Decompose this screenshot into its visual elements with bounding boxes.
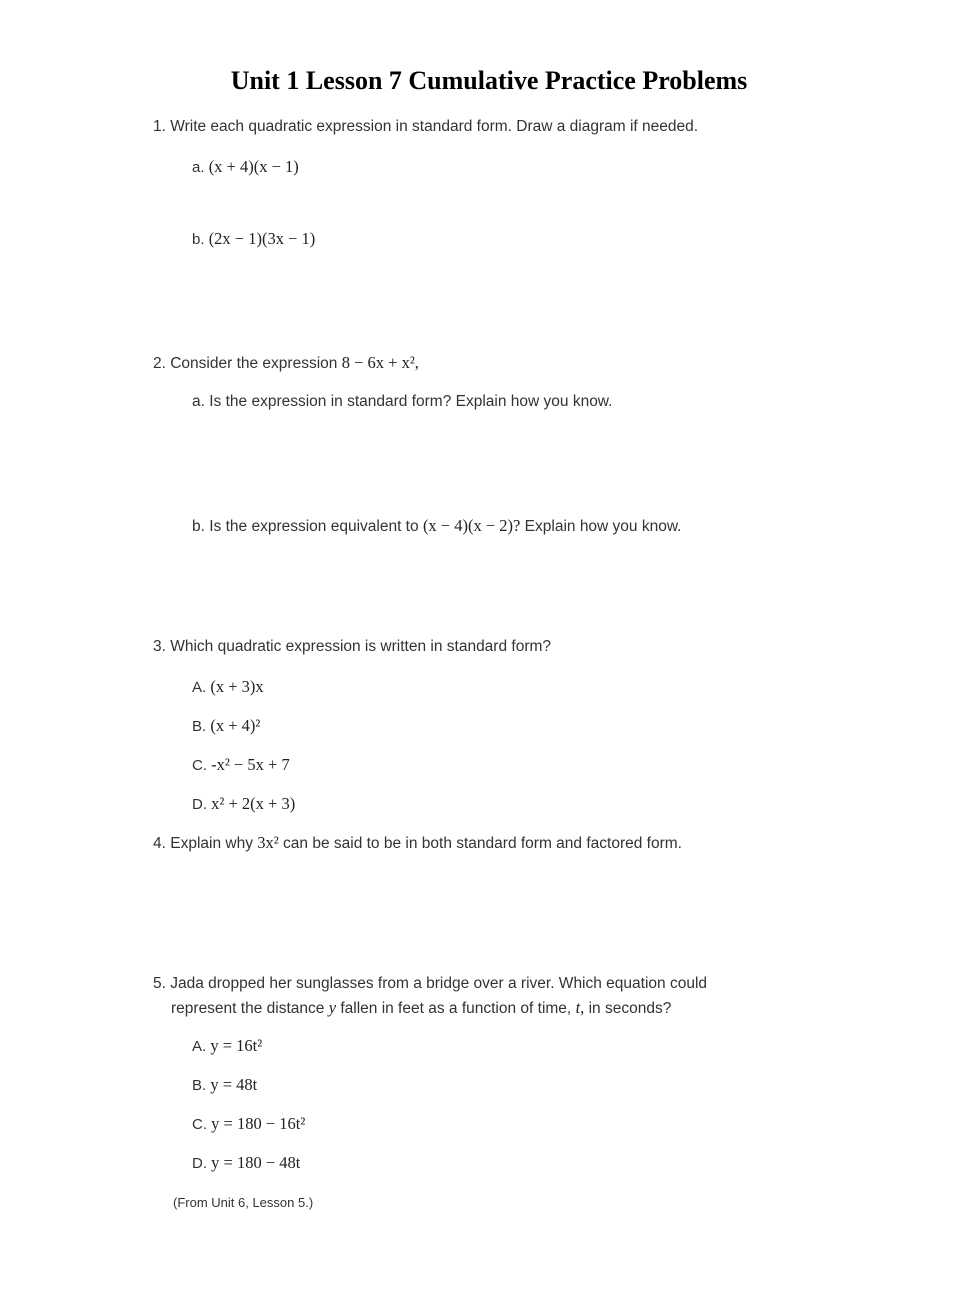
question-3-prompt: 3. Which quadratic expression is written in standard form?: [153, 638, 552, 655]
question-1a-label: a.: [192, 159, 205, 176]
option-expression: x² + 2(x + 3): [211, 794, 296, 813]
question-5-option-b: [192, 1075, 257, 1095]
question-5-text-b: fallen in feet as a function of time,: [340, 1000, 572, 1017]
option-expression: y = 180 − 16t²: [211, 1114, 306, 1133]
question-4-prompt: [153, 833, 682, 853]
option-label: C.: [192, 757, 207, 774]
question-1-prompt: 1. Write each quadratic expression in standard form. Draw a diagram if needed.: [153, 118, 699, 135]
question-5-text-a: represent the distance: [171, 1000, 325, 1017]
option-label: C.: [192, 1116, 207, 1133]
option-label: B.: [192, 718, 207, 735]
option-label: B.: [192, 1077, 207, 1094]
option-label: A.: [192, 679, 207, 696]
question-5-prompt-line-1: 5. Jada dropped her sunglasses from a bridge over a river. Which equation could: [153, 975, 708, 992]
question-2b-prefix: b. Is the expression equivalent to: [192, 518, 419, 535]
question-1b-label: b.: [192, 231, 205, 248]
question-1a: [192, 157, 299, 177]
question-4-prefix: 4. Explain why: [153, 835, 253, 852]
question-4-expression: 3x²: [257, 833, 279, 852]
question-5-var-y: y: [328, 998, 337, 1017]
question-5-text-c: in seconds?: [588, 1000, 672, 1017]
page-title: Unit 1 Lesson 7 Cumulative Practice Problems: [230, 66, 748, 95]
question-1a-expression: (x + 4)(x − 1): [208, 157, 299, 176]
question-5-var-t: t,: [575, 998, 585, 1017]
question-5-prompt-line-2: [171, 998, 671, 1018]
question-2b: [192, 516, 682, 536]
question-5-option-d: [192, 1153, 300, 1173]
option-expression: (x + 4)²: [210, 716, 261, 735]
question-3-option-d: [192, 794, 295, 814]
option-expression: y = 48t: [210, 1075, 258, 1094]
question-5-option-c: [192, 1114, 305, 1134]
option-expression: -x² − 5x + 7: [211, 755, 290, 774]
option-expression: y = 16t²: [210, 1036, 263, 1055]
question-2-prefix: 2. Consider the expression: [153, 355, 338, 372]
option-expression: y = 180 − 48t: [211, 1153, 301, 1172]
question-2a: a. Is the expression in standard form? Explain how you know.: [192, 393, 613, 410]
question-5-option-a: [192, 1036, 262, 1056]
question-2b-expression: (x − 4)(x − 2)?: [422, 516, 521, 535]
question-3-option-a: [192, 677, 264, 697]
question-1b-expression: (2x − 1)(3x − 1): [208, 229, 316, 248]
question-4-suffix: can be said to be in both standard form and factored form.: [283, 835, 682, 852]
question-2-prompt: [153, 353, 419, 373]
question-2b-suffix: Explain how you know.: [524, 518, 682, 535]
question-1b: [192, 229, 315, 249]
option-label: A.: [192, 1038, 207, 1055]
question-3-option-b: [192, 716, 260, 736]
source-note: (From Unit 6, Lesson 5.): [173, 1195, 314, 1210]
option-expression: (x + 3)x: [210, 677, 264, 696]
question-2-expression: 8 − 6x + x²,: [341, 353, 419, 372]
option-label: D.: [192, 796, 207, 813]
option-label: D.: [192, 1155, 207, 1172]
question-3-option-c: [192, 755, 290, 775]
